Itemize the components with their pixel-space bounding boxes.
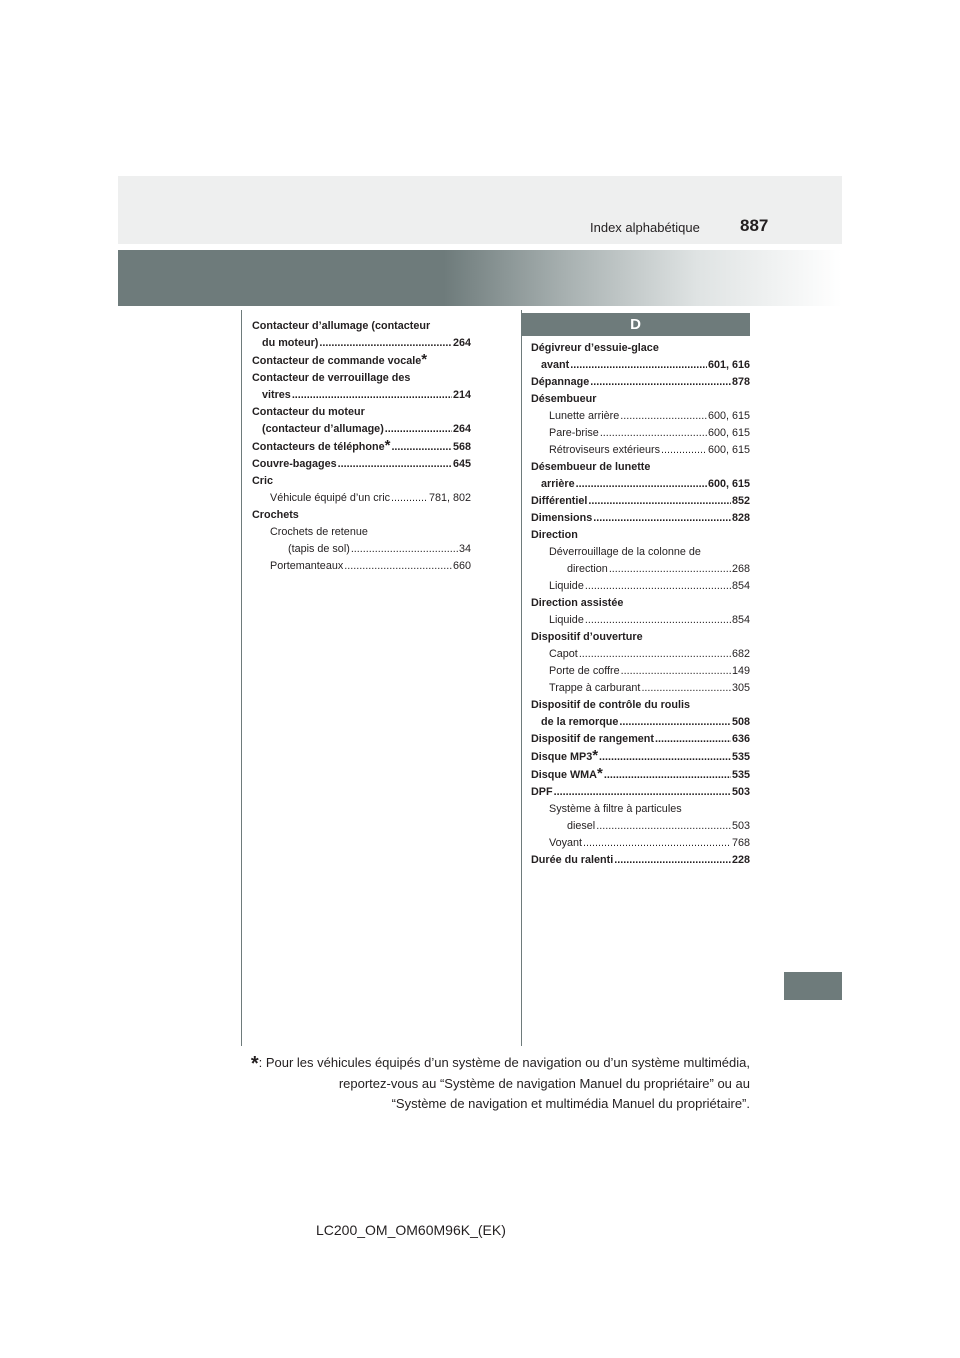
dot-leader — [338, 456, 452, 473]
dot-leader — [583, 835, 731, 852]
index-entry — [531, 374, 750, 391]
index-entry-label: Contacteur d’allumage (contacteur — [252, 320, 431, 332]
index-entry — [531, 561, 750, 578]
index-entry — [531, 835, 750, 852]
dot-leader — [596, 818, 731, 835]
index-entry-label: diesel — [567, 820, 596, 832]
index-entry — [252, 524, 471, 541]
index-entry — [531, 680, 750, 697]
index-entry — [531, 493, 750, 510]
index-entry — [531, 852, 750, 869]
index-entry-label: Dispositif d’ouverture — [531, 631, 643, 643]
index-entry — [531, 459, 750, 476]
footnote-star-marker: * — [384, 437, 391, 454]
index-entry — [252, 473, 471, 490]
dot-leader — [579, 646, 731, 663]
index-entry-label: Direction — [531, 529, 578, 541]
index-entry-page: 600, 615 — [707, 427, 750, 439]
footnote-star-marker: * — [596, 765, 603, 782]
index-entry-label: Disque WMA — [531, 769, 597, 781]
dot-leader — [620, 408, 707, 425]
index-thumb-tab — [784, 972, 842, 1000]
footnote-line-3: “Système de navigation et multimédia Manuel du propriétaire”. — [391, 1096, 750, 1111]
dot-leader — [619, 714, 731, 731]
index-entry-page: 660 — [452, 560, 471, 572]
index-entry — [531, 544, 750, 561]
index-entry-label: Liquide — [549, 614, 584, 626]
index-entry-label: Liquide — [549, 580, 584, 592]
dot-leader — [641, 680, 731, 697]
index-entry-label: (tapis de sol) — [288, 543, 350, 555]
index-entry-label: avant — [541, 359, 570, 371]
index-entry-label: Différentiel — [531, 495, 588, 507]
dot-leader — [609, 561, 731, 578]
index-entry — [252, 387, 471, 404]
index-entry-label: Voyant — [549, 837, 583, 849]
index-entry-page: 601, 616 — [707, 359, 750, 371]
index-entry — [531, 408, 750, 425]
dot-leader — [614, 852, 731, 869]
index-entry — [252, 335, 471, 352]
index-entry — [531, 646, 750, 663]
index-entry-label: Disque MP3 — [531, 751, 593, 763]
dot-leader — [604, 767, 731, 784]
index-entry — [531, 527, 750, 544]
dot-leader — [600, 425, 707, 442]
dot-leader — [588, 493, 731, 510]
index-entry-label: du moteur) — [262, 337, 319, 349]
index-entry-label: Désembueur de lunette — [531, 461, 651, 473]
index-entry-label: vitres — [262, 389, 291, 401]
index-entry-page: 268 — [731, 563, 750, 575]
dot-leader — [585, 612, 731, 629]
index-entry — [252, 558, 471, 575]
footnote-line-1: : Pour les véhicules équipés d’un système de navigation ou d’un système multimédia, — [258, 1055, 750, 1070]
index-entry — [531, 818, 750, 835]
column-divider-middle — [521, 310, 522, 1046]
index-entry — [531, 578, 750, 595]
index-entry-label: Contacteur de verrouillage des — [252, 372, 411, 384]
index-entry-label: Crochets de retenue — [270, 526, 368, 538]
dot-leader — [292, 387, 452, 404]
index-entry-label: Capot — [549, 648, 578, 660]
index-entry-page: 600, 615 — [707, 478, 750, 490]
index-entry-label: Lunette arrière — [549, 410, 620, 422]
index-entry — [531, 748, 750, 766]
index-entry — [531, 629, 750, 646]
index-entry-label: de la remorque — [541, 716, 619, 728]
index-entry — [252, 421, 471, 438]
dot-leader — [655, 731, 731, 748]
index-entry — [531, 731, 750, 748]
index-entry — [252, 370, 471, 387]
letter-section-header: D — [521, 313, 750, 336]
page-number: 887 — [740, 216, 769, 235]
index-entry-page: 768 — [731, 837, 750, 849]
index-entry-page: 878 — [731, 376, 750, 388]
index-entry-label: Cric — [252, 475, 274, 487]
index-entry-label: arrière — [541, 478, 575, 490]
footnote — [224, 1053, 750, 1114]
index-entry-page: 568 — [452, 441, 471, 453]
index-entry-label: Durée du ralenti — [531, 854, 614, 866]
index-entry — [531, 595, 750, 612]
index-entry-label: Dégivreur d’essuie-glace — [531, 342, 659, 354]
index-entry-label: Pare-brise — [549, 427, 599, 439]
dot-leader — [661, 442, 707, 459]
index-entry-page: 149 — [731, 665, 750, 677]
index-entry — [252, 507, 471, 524]
index-entry-page: 600, 615 — [707, 410, 750, 422]
index-entry-page: 600, 615 — [707, 444, 750, 456]
index-entry-label: Dispositif de rangement — [531, 733, 654, 745]
dot-leader — [576, 476, 707, 493]
index-entry-page: 228 — [731, 854, 750, 866]
index-entry — [531, 425, 750, 442]
index-entry — [531, 357, 750, 374]
index-entry-label: Contacteur du moteur — [252, 406, 365, 418]
index-entry-label: Dimensions — [531, 512, 593, 524]
index-entry — [531, 391, 750, 408]
index-entry-page: 854 — [731, 614, 750, 626]
index-entry-page: 264 — [452, 423, 471, 435]
dot-leader — [621, 663, 731, 680]
index-entry-label: DPF — [531, 786, 553, 798]
index-entry — [531, 612, 750, 629]
index-entry-page: 305 — [731, 682, 750, 694]
index-entry-page: 535 — [731, 751, 750, 763]
index-entry — [252, 352, 471, 370]
dot-leader — [385, 421, 452, 438]
index-entry — [252, 438, 471, 456]
index-entry-label: Direction assistée — [531, 597, 624, 609]
index-entry-label: Crochets — [252, 509, 299, 521]
index-entry — [252, 541, 471, 558]
index-entry — [531, 801, 750, 818]
dot-leader — [585, 578, 731, 595]
index-entry-page: 781, 802 — [428, 492, 471, 504]
dot-leader — [319, 335, 452, 352]
index-entry-page: 264 — [452, 337, 471, 349]
dot-leader — [391, 490, 428, 507]
index-entry-label: direction — [567, 563, 608, 575]
dot-leader — [344, 558, 452, 575]
header-gradient-bar — [118, 250, 842, 306]
index-entry-label: Véhicule équipé d’un cric — [270, 492, 391, 504]
index-entry — [531, 340, 750, 357]
dot-leader — [599, 749, 731, 766]
index-entry-label: Contacteur de commande vocale — [252, 355, 422, 367]
index-entry-page: 645 — [452, 458, 471, 470]
dot-leader — [351, 541, 458, 558]
index-entry-label: Désembueur — [531, 393, 597, 405]
index-entry-label: Déverrouillage de la colonne de — [549, 546, 701, 558]
index-entry — [531, 442, 750, 459]
index-entry-label: Trappe à carburant — [549, 682, 641, 694]
index-entry-page: 503 — [731, 820, 750, 832]
index-entry-page: 535 — [731, 769, 750, 781]
section-title: Index alphabétique — [590, 220, 700, 235]
index-entry-label: Dépannage — [531, 376, 590, 388]
index-entry-page: 828 — [731, 512, 750, 524]
dot-leader — [554, 784, 731, 801]
index-entry-label: Couvre-bagages — [252, 458, 337, 470]
index-entry — [531, 714, 750, 731]
index-entry — [252, 318, 471, 335]
index-entry-page: 682 — [731, 648, 750, 660]
document-code: LC200_OM_OM60M96K_(EK) — [316, 1222, 506, 1238]
index-entry — [531, 784, 750, 801]
index-entry-page: 854 — [731, 580, 750, 592]
index-entry-label: Système à filtre à particules — [549, 803, 682, 815]
index-entry — [531, 766, 750, 784]
dot-leader — [593, 510, 731, 527]
index-entry-label: Porte de coffre — [549, 665, 620, 677]
dot-leader — [590, 374, 731, 391]
index-entry — [531, 663, 750, 680]
index-entry-label: Contacteurs de téléphone — [252, 441, 385, 453]
footnote-star: * — [250, 1053, 259, 1075]
column-divider-left — [241, 310, 242, 1046]
index-entry-page: 503 — [731, 786, 750, 798]
index-column-left — [252, 318, 471, 575]
index-entry-page: 852 — [731, 495, 750, 507]
index-entry-label: Portemanteaux — [270, 560, 344, 572]
index-entry-page: 636 — [731, 733, 750, 745]
footnote-star-marker: * — [592, 747, 599, 764]
index-entry — [252, 404, 471, 421]
dot-leader — [391, 439, 452, 456]
index-entry — [252, 490, 471, 507]
footnote-star-marker: * — [421, 351, 428, 368]
index-entry — [252, 456, 471, 473]
footnote-line-2: reportez-vous au “Système de navigation Manuel du propriétaire” ou au — [338, 1076, 750, 1091]
header-band — [118, 176, 842, 244]
index-entry-label: Dispositif de contrôle du roulis — [531, 699, 690, 711]
dot-leader — [570, 357, 707, 374]
index-entry-page: 214 — [452, 389, 471, 401]
index-entry-page: 34 — [458, 543, 471, 555]
index-entry-label: Rétroviseurs extérieurs — [549, 444, 661, 456]
index-entry-page: 508 — [731, 716, 750, 728]
index-entry — [531, 510, 750, 527]
index-entry-label: (contacteur d’allumage) — [262, 423, 384, 435]
index-entry — [531, 476, 750, 493]
index-column-right — [531, 340, 750, 869]
index-entry — [531, 697, 750, 714]
